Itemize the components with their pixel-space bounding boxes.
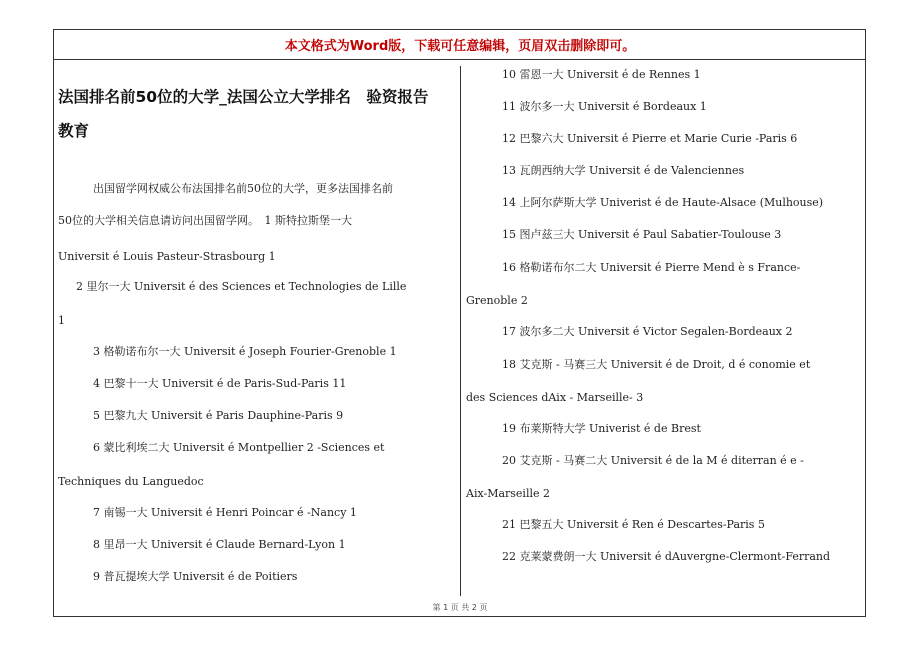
- list-item: 10 雷恩一大 Universit é de Rennes 1: [502, 68, 701, 81]
- body-line: 出国留学网权威公布法国排名前50位的大学，更多法国排名前: [93, 182, 393, 195]
- list-item: 3 格勒诺布尔一大 Universit é Joseph Fourier-Grenoble 1: [93, 345, 397, 358]
- list-item: 7 南锡一大 Universit é Henri Poincar é -Nancy 1: [93, 506, 357, 519]
- list-item-continuation: Grenoble 2: [466, 294, 528, 307]
- list-item: 21 巴黎五大 Universit é Ren é Descartes-Paris 5: [502, 518, 765, 531]
- list-item: 15 图卢兹三大 Universit é Paul Sabatier-Toulouse 3: [502, 228, 782, 241]
- column-divider: [460, 66, 461, 596]
- list-item-continuation: Aix-Marseille 2: [466, 487, 550, 500]
- list-item: 4 巴黎十一大 Universit é de Paris-Sud-Paris 11: [93, 377, 347, 390]
- list-item: 13 瓦朗西纳大学 Universit é de Valenciennes: [502, 164, 745, 177]
- document-title: 法国排名前50位的大学_法国公立大学排名 验资报告 教育: [58, 88, 444, 140]
- list-item: 16 格勒诺布尔二大 Universit é Pierre Mend è s France-: [502, 261, 801, 274]
- list-item: 5 巴黎九大 Universit é Paris Dauphine-Paris 9: [93, 409, 344, 422]
- list-item-continuation: 1: [58, 314, 65, 327]
- list-item: 11 波尔多一大 Universit é Bordeaux 1: [502, 100, 707, 113]
- list-item: 17 波尔多二大 Universit é Victor Segalen-Bordeaux 2: [502, 325, 793, 338]
- page-number-footer: 第 1 页 共 2 页: [432, 603, 488, 612]
- list-item-continuation: des Sciences dAix - Marseille- 3: [466, 391, 644, 404]
- list-item: 20 艾克斯 - 马赛二大 Universit é de la M é diterran é e -: [502, 454, 804, 467]
- list-item: 2 里尔一大 Universit é des Sciences et Technologies de Lille: [76, 280, 407, 293]
- list-item: 22 克莱蒙费朗一大 Universit é dAuvergne-Clermont-Ferrand: [502, 550, 831, 563]
- body-line: 50位的大学相关信息请访问出国留学网。 1 斯特拉斯堡一大: [58, 214, 352, 227]
- list-item: 6 蒙比利埃二大 Universit é Montpellier 2 -Sciences et: [93, 441, 385, 454]
- list-item: 12 巴黎六大 Universit é Pierre et Marie Curie -Paris 6: [502, 132, 798, 145]
- list-item: 8 里昂一大 Universit é Claude Bernard-Lyon 1: [93, 538, 346, 551]
- list-item: 19 布莱斯特大学 Univerist é de Brest: [502, 422, 701, 435]
- list-item: 14 上阿尔萨斯大学 Univerist é de Haute-Alsace (Mulhouse): [502, 196, 824, 209]
- list-item: Universit é Louis Pasteur-Strasbourg 1: [58, 250, 276, 263]
- list-item-continuation: Techniques du Languedoc: [58, 475, 204, 488]
- list-item: 18 艾克斯 - 马赛三大 Universit é de Droit, d é conomie et: [502, 358, 811, 371]
- header-notice: 本文格式为Word版，下载可任意编辑，页眉双击删除即可。: [284, 39, 636, 54]
- list-item: 9 普瓦提埃大学 Universit é de Poitiers: [93, 570, 298, 583]
- header-rule: [53, 59, 866, 60]
